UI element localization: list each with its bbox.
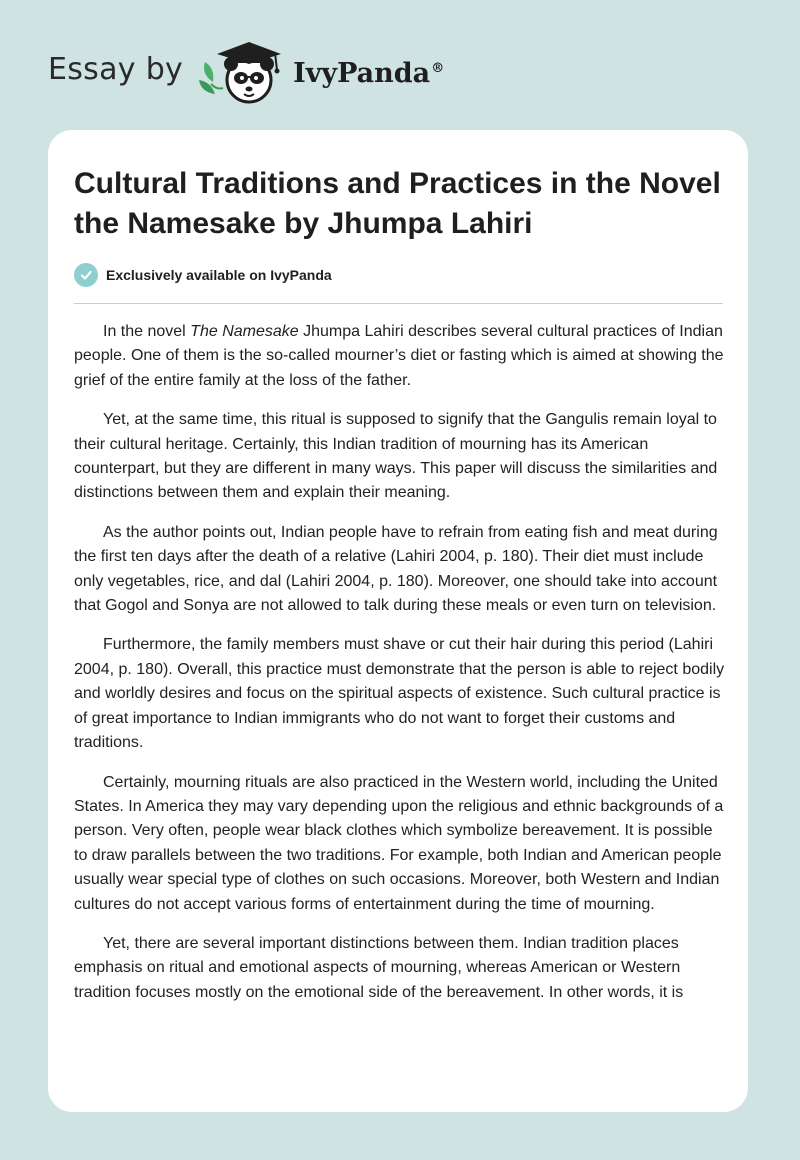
- essay-body: [74, 320, 726, 1005]
- check-circle-icon: [74, 263, 98, 287]
- essay-card: [48, 130, 748, 1112]
- paragraph: Certainly, mourning rituals are also practiced in the Western world, including the United States. In America they may vary depending upon the religious and ethnic backgrounds of a person. Very often, people wear black clothes which symbolize bereavement. It is possible to draw parallels between the two traditions. For example, both Indian and American people usually wear special type of clothes on such occasions. Moreover, both Western and Indian cultures do not accept various forms of entertainment during the time of mourning.: [74, 773, 724, 913]
- panda-graduation-cap-icon: [197, 38, 287, 106]
- exclusive-badge: [74, 263, 332, 287]
- brand-prefix: Essay by: [48, 51, 184, 87]
- paragraph: Yet, at the same time, this ritual is supposed to signify that the Gangulis remain loyal to their cultural heritage. Certainly, this Indian tradition of mourning has its American counterpart, but they are different in many ways. This paper will discuss the similarities and distinctions between them and explain their meaning.: [74, 411, 718, 502]
- paragraph: Yet, there are several important distinctions between them. Indian tradition places emphasis on ritual and emotional aspects of mourning, whereas American or Western tradition focuses mostly on the emotional side of the bereavement. In other words, it is: [74, 934, 684, 1001]
- paragraph: Furthermore, the family members must shave or cut their hair during this period (Lahiri 2004, p. 180). Overall, this practice must demonstrate that the person is able to reject bodily and worldly desires and focus on the spiritual aspects of existence. Such cultural practice is of great importance to Indian immigrants who do not want to forget their customs and traditions.: [74, 636, 725, 752]
- book-title: The Namesake: [190, 323, 299, 340]
- badge-label: Exclusively available on IvyPanda: [106, 267, 332, 283]
- paragraph: In the novel The Namesake Jhumpa Lahiri describes several cultural practices of Indian people. One of them is the so-called mourner’s diet or fasting which is aimed at showing the grief of the entire family at the loss of the father.: [74, 323, 724, 389]
- paragraph: As the author points out, Indian people have to refrain from eating fish and meat during the first ten days after the death of a relative (Lahiri 2004, p. 180). Their diet must include only vegetables, rice, and dal (Lahiri 2004, p. 180). Moreover, one should take into account that Gogol and Sonya are not allowed to talk during these meals or even turn on television.: [74, 523, 718, 615]
- divider: [74, 303, 723, 304]
- essay-title: Cultural Traditions and Practices in the Novel the Namesake by Jhumpa Lahiri: [74, 167, 721, 240]
- brand-header[interactable]: [48, 38, 444, 106]
- brand-name: IvyPanda®: [293, 57, 445, 89]
- registered-mark: ®: [431, 60, 445, 76]
